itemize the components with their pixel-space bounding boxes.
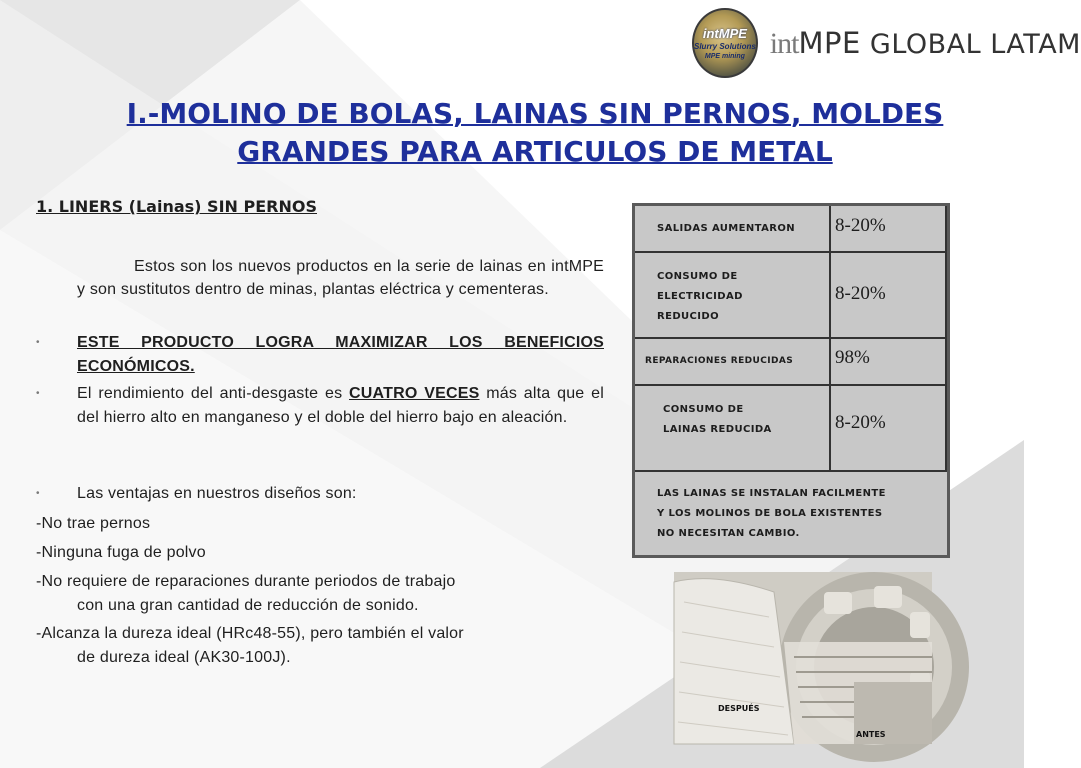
slide-title-line1: I.-MOLINO DE BOLAS, LAINAS SIN PERNOS, MOLDES [126, 97, 944, 130]
section-subheading: 1. LINERS (Lainas) SIN PERNOS [36, 197, 317, 216]
bullet-dot-icon: • [36, 488, 40, 499]
advantage-item: -Ninguna fuga de polvo [36, 544, 206, 561]
bullet-item [36, 482, 604, 506]
advantage-item: -No requiere de reparaciones durante periodos de trabajo con una gran cantidad de reducción de sonido. [36, 573, 456, 614]
table-value-cell: 8-20% [831, 253, 947, 339]
advantage-item: -Alcanza la dureza ideal (HRc48-55), pero también el valor de dureza ideal (AK30-100J). [36, 625, 464, 666]
bullet-text: ESTE PRODUCTO LOGRA MAXIMIZAR LOS BENEFICIOS ECONÓMICOS. [77, 334, 604, 375]
slide-title [90, 95, 980, 171]
bullet-dot-icon: • [36, 388, 40, 399]
photo-label-after: DESPUÉS [718, 704, 760, 713]
table-note-cell: LAS LAINAS SE INSTALAN FACILMENTE Y LOS MOLINOS DE BOLA EXISTENTES NO NECESITAN CAMBIO. [635, 472, 947, 555]
table-value-cell: 98% [831, 339, 947, 386]
table-value-cell: 8-20% [831, 386, 947, 472]
table-label-cell: SALIDAS AUMENTARON [635, 206, 831, 253]
table-label-cell: CONSUMO DE LAINAS REDUCIDA [635, 386, 831, 472]
table-label-cell: CONSUMO DE ELECTRICIDAD REDUCIDO [635, 253, 831, 339]
advantage-item: -No trae pernos [36, 515, 151, 532]
bullet-item [36, 382, 604, 430]
brand-logo [692, 8, 1081, 78]
intro-paragraph: Estos son los nuevos productos en la serie de lainas en intMPE y son sustitutos dentro de minas, plantas eléctrica y cementeras. [77, 258, 604, 298]
table-value-cell: 8-20% [831, 206, 947, 253]
before-after-photo [674, 572, 932, 744]
photo-label-before: ANTES [856, 730, 886, 739]
brand-name: intMPE GLOBAL LATAM [769, 25, 1081, 60]
benefits-table [632, 203, 950, 558]
brand-name-rest: GLOBAL LATAM [860, 28, 1081, 60]
table-label-cell: REPARACIONES REDUCIDAS [635, 339, 831, 386]
emphasis-text: CUATRO VECES [349, 385, 480, 402]
slide-title-line2: GRANDES PARA ARTICULOS DE METAL [237, 135, 833, 168]
logo-emblem: intMPE Slurry Solutions MPE mining [692, 8, 758, 78]
bullet-item [36, 331, 604, 379]
bullet-text: El rendimiento del anti-desgaste es CUATRO VECES más alta que el del hierro alto en manganeso y el doble del hierro bajo en aleación. [77, 385, 604, 426]
bullet-text: Las ventajas en nuestros diseños son: [77, 485, 357, 502]
mill-illustration [674, 572, 932, 744]
bullet-dot-icon: • [36, 337, 40, 348]
